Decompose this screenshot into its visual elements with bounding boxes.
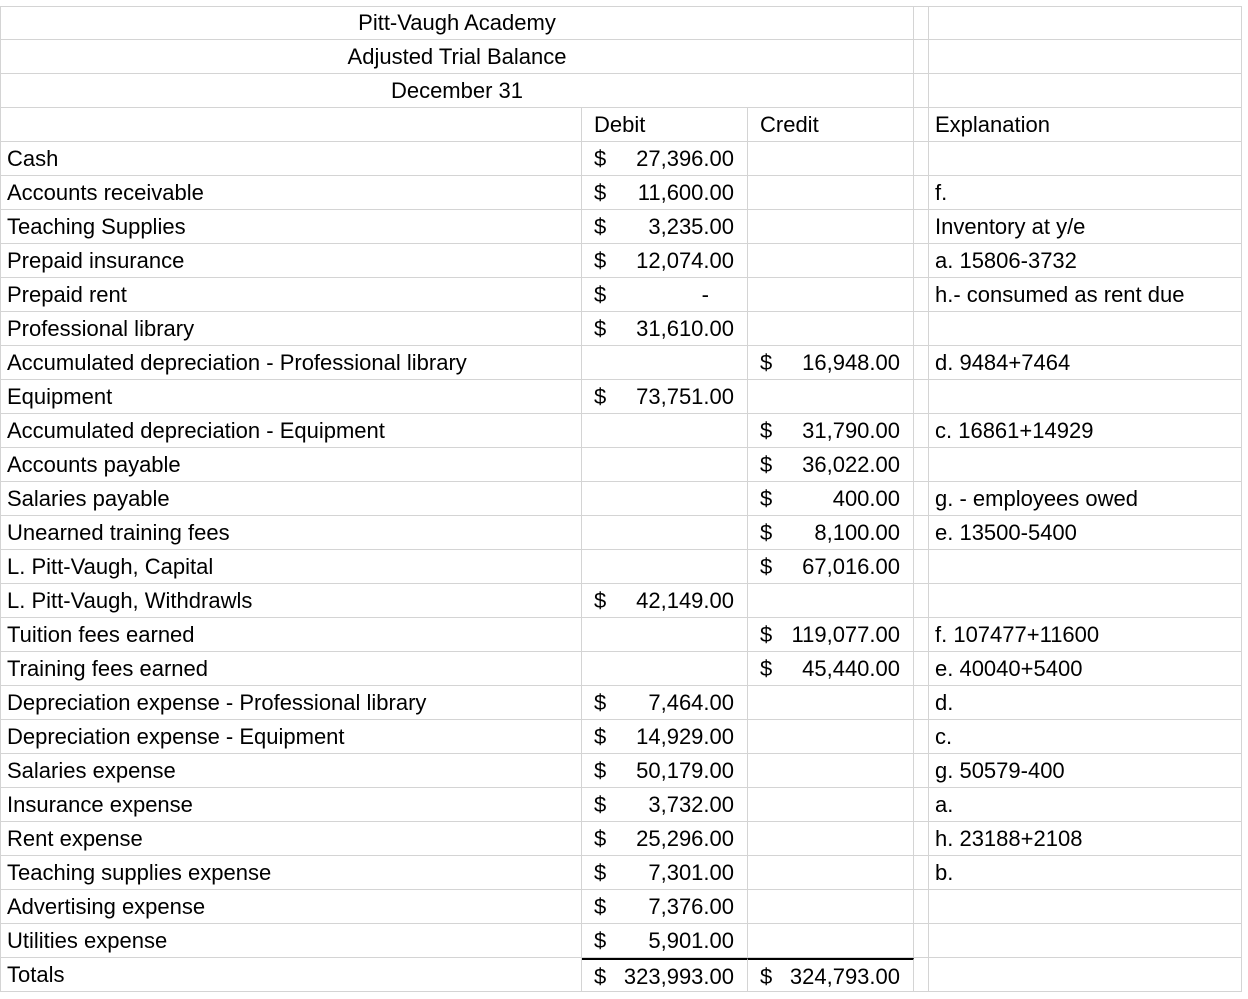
gap-cell[interactable] [914,176,929,210]
currency-symbol: $ [760,350,773,375]
debit-cell[interactable] [582,244,748,278]
amount: 11,600.00 [637,180,734,205]
currency-symbol: $ [594,248,607,273]
credit-cell[interactable] [748,754,914,788]
debit-cell[interactable] [582,856,748,890]
explanation-cell[interactable]: a. [929,788,1242,822]
explanation-cell[interactable] [929,6,1242,40]
account-name[interactable]: Depreciation expense - Equipment [0,720,582,754]
explanation-cell[interactable]: e. 13500-5400 [929,516,1242,550]
credit-cell[interactable] [748,346,914,380]
table-row [0,176,1248,210]
debit-cell[interactable] [582,618,748,652]
gap-cell[interactable] [914,788,929,822]
currency-symbol: $ [594,316,607,341]
table-row [0,822,1248,856]
gap-cell[interactable] [914,6,929,40]
amount: 16,948.00 [802,350,900,375]
amount: 400.00 [832,486,900,511]
account-name[interactable]: Prepaid rent [0,278,582,312]
table-row [0,686,1248,720]
currency-symbol: $ [594,146,607,171]
gap-cell[interactable] [914,142,929,176]
currency-symbol: $ [760,520,773,545]
currency-symbol: $ [594,214,607,239]
gap-cell[interactable] [914,822,929,856]
currency-symbol: $ [594,826,607,851]
currency-symbol: $ [594,690,607,715]
currency-symbol: $ [760,418,773,443]
debit-cell[interactable] [582,720,748,754]
explanation-cell[interactable]: f. 107477+11600 [929,618,1242,652]
account-name[interactable]: Accounts receivable [0,176,582,210]
amount: 73,751.00 [636,384,734,409]
gap-cell[interactable] [914,40,929,74]
title-row [0,6,1248,40]
currency-symbol: $ [594,588,607,613]
table-row [0,652,1248,686]
table-row [0,516,1248,550]
account-name[interactable]: Depreciation expense - Professional library [0,686,582,720]
explanation-cell[interactable]: d. [929,686,1242,720]
account-name[interactable]: Prepaid insurance [0,244,582,278]
debit-cell[interactable] [582,380,748,414]
account-name[interactable]: Accumulated depreciation - Equipment [0,414,582,448]
table-row [0,550,1248,584]
debit-cell[interactable] [582,516,748,550]
account-name[interactable]: Advertising expense [0,890,582,924]
account-name[interactable]: Unearned training fees [0,516,582,550]
amount: 8,100.00 [814,520,900,545]
gap-cell[interactable] [914,890,929,924]
account-name[interactable]: L. Pitt-Vaugh, Withdrawls [0,584,582,618]
currency-symbol: $ [594,384,607,409]
account-name[interactable]: Salaries payable [0,482,582,516]
credit-cell[interactable] [748,142,914,176]
amount: 12,074.00 [636,248,734,273]
explanation-cell[interactable] [929,448,1242,482]
amount: 3,732.00 [648,792,734,817]
debit-cell[interactable] [582,210,748,244]
explanation-header[interactable]: Explanation [929,108,1242,142]
table-row [0,346,1248,380]
statement-title: Adjusted Trial Balance [347,44,567,69]
amount: 25,296.00 [636,826,734,851]
gap-cell[interactable] [914,210,929,244]
credit-cell[interactable] [748,516,914,550]
account-name[interactable]: Rent expense [0,822,582,856]
table-row [0,278,1248,312]
explanation-cell[interactable] [929,74,1242,108]
gap-cell[interactable] [914,108,929,142]
debit-cell[interactable] [582,346,748,380]
currency-symbol: $ [760,622,773,647]
amount: 7,464.00 [648,690,734,715]
amount: 14,929.00 [636,724,734,749]
debit-header[interactable]: Debit [582,108,748,142]
credit-cell[interactable] [748,822,914,856]
table-row [0,788,1248,822]
gap-cell[interactable] [914,380,929,414]
explanation-cell[interactable]: a. 15806-3732 [929,244,1242,278]
account-name[interactable]: Tuition fees earned [0,618,582,652]
amount: 119,077.00 [791,622,900,647]
debit-cell[interactable] [582,822,748,856]
explanation-cell[interactable] [929,40,1242,74]
debit-cell[interactable] [582,550,748,584]
currency-symbol: $ [760,554,773,579]
gap-cell[interactable] [914,414,929,448]
credit-cell[interactable] [748,720,914,754]
explanation-cell[interactable] [929,312,1242,346]
explanation-cell[interactable]: e. 40040+5400 [929,652,1242,686]
currency-symbol: $ [594,894,607,919]
gap-cell[interactable] [914,686,929,720]
account-name[interactable]: Accounts payable [0,448,582,482]
credit-cell[interactable] [748,652,914,686]
amount: 50,179.00 [636,758,734,783]
explanation-cell[interactable] [929,142,1242,176]
debit-cell[interactable] [582,924,748,958]
account-name[interactable]: Cash [0,142,582,176]
table-row [0,210,1248,244]
gap-cell[interactable] [914,74,929,108]
explanation-cell[interactable]: Inventory at y/e [929,210,1242,244]
company-name: Pitt-Vaugh Academy [358,10,556,35]
gap-cell[interactable] [914,516,929,550]
credit-cell[interactable] [748,312,914,346]
totals-row [0,958,1248,992]
explanation-cell[interactable]: b. [929,856,1242,890]
credit-cell[interactable] [748,788,914,822]
currency-symbol: $ [594,282,607,307]
currency-symbol: $ [594,724,607,749]
table-row [0,380,1248,414]
explanation-cell[interactable] [929,584,1242,618]
debit-cell[interactable] [582,482,748,516]
table-row [0,448,1248,482]
explanation-cell[interactable]: g. - employees owed [929,482,1242,516]
gap-cell[interactable] [914,482,929,516]
currency-symbol: $ [760,452,773,477]
gap-cell[interactable] [914,244,929,278]
trial-balance-sheet [0,6,1248,994]
table-row [0,856,1248,890]
currency-symbol: $ [594,180,607,205]
credit-cell[interactable] [748,176,914,210]
debit-cell[interactable] [582,142,748,176]
currency-symbol: $ [760,964,773,989]
amount: 31,610.00 [636,316,734,341]
credit-cell[interactable] [748,924,914,958]
account-name[interactable]: Insurance expense [0,788,582,822]
account-name[interactable]: Salaries expense [0,754,582,788]
amount: 7,301.00 [648,860,734,885]
explanation-cell[interactable] [929,550,1242,584]
explanation-cell[interactable] [929,958,1242,992]
account-name[interactable]: Teaching supplies expense [0,856,582,890]
debit-cell[interactable] [582,414,748,448]
explanation-cell[interactable]: f. [929,176,1242,210]
account-name[interactable]: Accumulated depreciation - Professional library [0,346,582,380]
debit-cell[interactable] [582,312,748,346]
credit-cell[interactable] [748,618,914,652]
amount: 42,149.00 [636,588,734,613]
explanation-cell[interactable]: h.- consumed as rent due [929,278,1242,312]
gap-cell[interactable] [914,618,929,652]
credit-cell[interactable] [748,686,914,720]
table-row [0,754,1248,788]
debit-cell[interactable] [582,584,748,618]
account-name[interactable]: Utilities expense [0,924,582,958]
table-row [0,618,1248,652]
credit-cell[interactable] [748,584,914,618]
gap-cell[interactable] [914,720,929,754]
currency-symbol: $ [594,928,607,953]
table-row [0,414,1248,448]
explanation-cell[interactable] [929,924,1242,958]
table-row [0,924,1248,958]
currency-symbol: $ [760,486,773,511]
amount: 45,440.00 [802,656,900,681]
amount: 7,376.00 [648,894,734,919]
statement-row [0,40,1248,74]
explanation-cell[interactable] [929,380,1242,414]
account-name[interactable]: Training fees earned [0,652,582,686]
debit-cell[interactable] [582,652,748,686]
debit-cell[interactable] [582,788,748,822]
debit-cell[interactable] [582,754,748,788]
gap-cell[interactable] [914,550,929,584]
amount: 36,022.00 [802,452,900,477]
account-name[interactable]: Equipment [0,380,582,414]
credit-cell[interactable] [748,856,914,890]
explanation-cell[interactable]: g. 50579-400 [929,754,1242,788]
credit-cell[interactable] [748,414,914,448]
gap-cell[interactable] [914,346,929,380]
currency-symbol: $ [594,860,607,885]
debit-cell[interactable] [582,448,748,482]
gap-cell[interactable] [914,278,929,312]
explanation-cell[interactable]: d. 9484+7464 [929,346,1242,380]
currency-symbol: $ [760,656,773,681]
statement-date: December 31 [390,78,524,103]
currency-symbol: $ [594,964,607,989]
debit-cell[interactable] [582,686,748,720]
debit-cell[interactable] [582,958,748,992]
credit-cell[interactable] [748,482,914,516]
gap-cell[interactable] [914,584,929,618]
explanation-cell[interactable]: c. 16861+14929 [929,414,1242,448]
amount: 323,993.00 [623,964,734,989]
credit-cell[interactable] [748,210,914,244]
amount: 324,793.00 [789,964,900,989]
explanation-cell[interactable]: h. 23188+2108 [929,822,1242,856]
zero-dash: - [701,282,709,307]
account-name[interactable]: Professional library [0,312,582,346]
gap-cell[interactable] [914,652,929,686]
table-row [0,482,1248,516]
amount: 31,790.00 [802,418,900,443]
account-name[interactable]: Teaching Supplies [0,210,582,244]
currency-symbol: $ [594,758,607,783]
table-row [0,142,1248,176]
credit-cell[interactable] [748,890,914,924]
gap-cell[interactable] [914,958,929,992]
gap-cell[interactable] [914,856,929,890]
header-label-cell[interactable] [0,108,582,142]
credit-cell[interactable] [748,958,914,992]
credit-header[interactable]: Credit [748,108,914,142]
credit-cell[interactable] [748,550,914,584]
amount: 3,235.00 [648,214,734,239]
account-name[interactable]: L. Pitt-Vaugh, Capital [0,550,582,584]
credit-cell[interactable] [748,278,914,312]
explanation-cell[interactable] [929,890,1242,924]
table-row [0,244,1248,278]
table-row [0,890,1248,924]
debit-cell[interactable] [582,278,748,312]
table-row [0,720,1248,754]
account-name[interactable]: Totals [0,958,582,992]
amount: 67,016.00 [802,554,900,579]
amount: 5,901.00 [648,928,734,953]
gap-cell[interactable] [914,312,929,346]
credit-cell[interactable] [748,448,914,482]
currency-symbol: $ [594,792,607,817]
table-row [0,584,1248,618]
date-row [0,74,1248,108]
gap-cell[interactable] [914,754,929,788]
credit-cell[interactable] [748,380,914,414]
gap-cell[interactable] [914,448,929,482]
table-row [0,312,1248,346]
debit-cell[interactable] [582,890,748,924]
debit-cell[interactable] [582,176,748,210]
column-header-row [0,108,1248,142]
gap-cell[interactable] [914,924,929,958]
explanation-cell[interactable]: c. [929,720,1242,754]
credit-cell[interactable] [748,244,914,278]
amount: 27,396.00 [636,146,734,171]
